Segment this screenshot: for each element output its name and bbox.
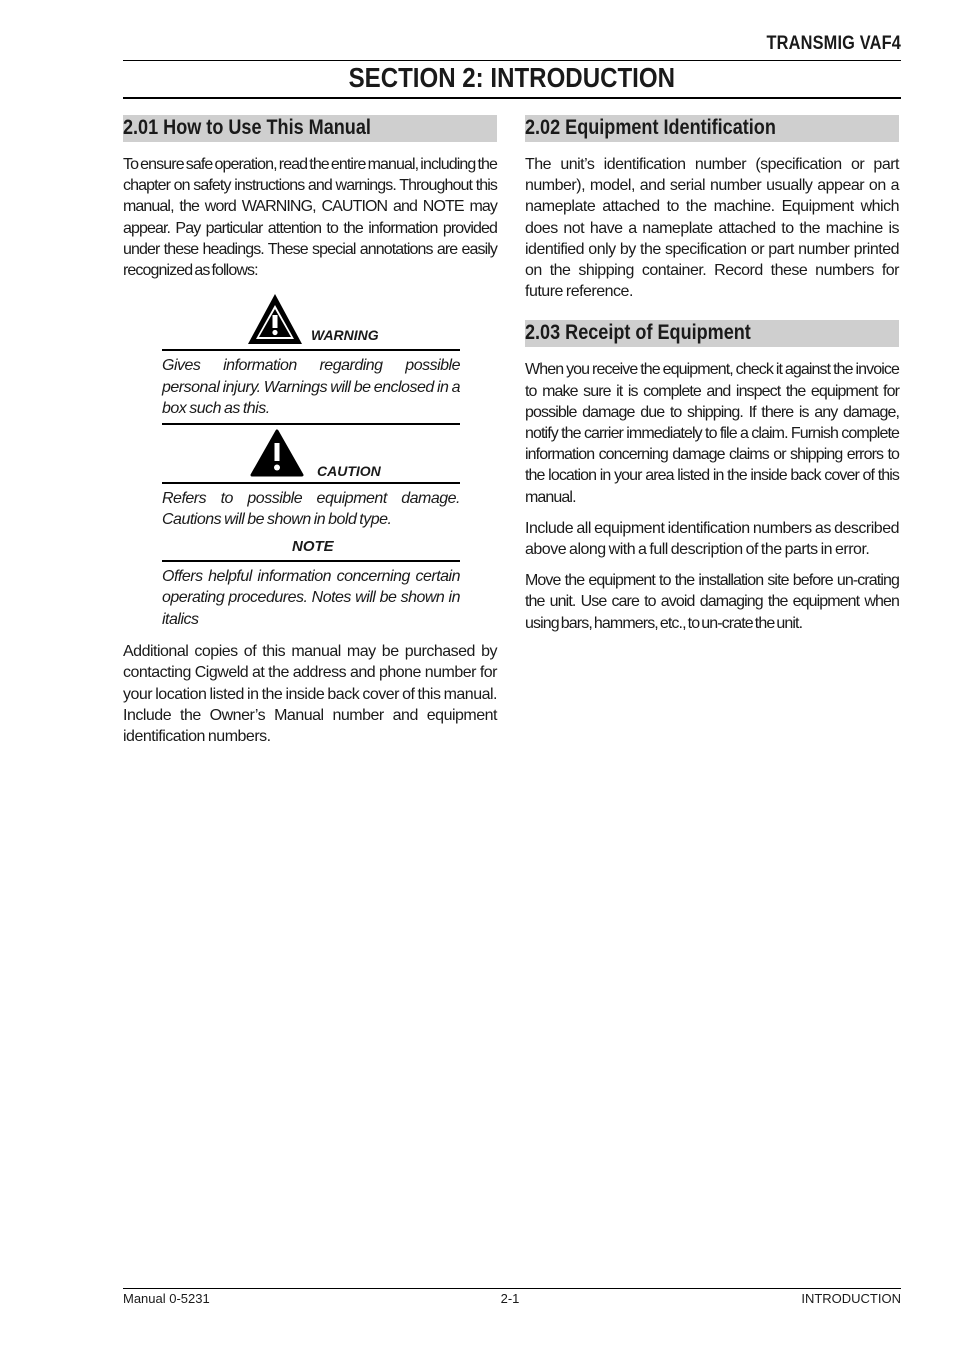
receipt-paragraph-1: When you receive the equipment, check it against the invoice to make sure it is complete and inspect the equipment for possible damage due to shipping. If there is any damage, notify the carrier immediately to file a claim. Furnish complete information concerning damage claims or shipping errors to the location in your area listed in the inside back cover of this manual. [525,361,899,506]
caution-triangle-icon [250,429,304,477]
section-heading-2-01 [123,115,497,142]
caution-notice [162,425,460,534]
section-title-text: SECTION 2: INTRODUCTION [348,62,676,93]
note-text: Offers helpful information concerning certain operating procedures. Notes will be shown in italics [162,567,460,628]
outro-paragraph: Additional copies of this manual may be purchased by contacting Cigweld at the address and phone number for your location listed in the inside back cover of this manual. Include the Owner’s Manual number and equipment identification numbers. [123,643,497,746]
caution-label: CAUTION [317,462,381,479]
intro-paragraph: To ensure safe operation, read the entire manual, including the chapter on safety instructions and warnings. Throughout this manual, the word WARNING, CAUTION and NOTE may appear. Pay particular attention to the information provided under these headings. These special annotations are easily recognized as follows: [123,156,497,280]
right-column [525,115,899,644]
caution-text: Refers to possible equipment damage. Cautions will be shown in bold type. [162,489,460,529]
section-heading-2-02 [525,115,899,142]
footer-page-number: 2-1 [500,1291,520,1306]
heading-text: 2.03 Receipt of Equipment [525,321,751,345]
warning-notice [162,291,460,425]
product-name: TRANSMIG VAF4 [766,33,901,54]
warning-text: Gives information regarding possible personal injury. Warnings will be enclosed in a box such as this. [162,357,460,418]
receipt-paragraph-3: Move the equipment to the installation site before un-crating the unit. Use care to avoid damaging the equipment when using bars, hammers, etc., to un-crate the unit. [525,572,899,632]
warning-triangle-icon [246,292,304,346]
identification-paragraph: The unit’s identification number (specification or part number), model, and serial number usually appear on a nameplate attached to the machine. Equipment which does not have a nameplate attached to the machine is identified only by the specification or part number printed on the shipping container. Record these numbers for future reference. [525,156,899,301]
footer-manual-number: Manual 0-5231 [123,1291,210,1306]
heading-text: 2.02 Equipment Identification [525,116,776,139]
footer-section-name: INTRODUCTION [801,1291,901,1306]
note-label: NOTE [292,537,334,555]
receipt-paragraph-2: Include all equipment identification numbers as described above along with a full description of the parts in error. [525,519,899,559]
header-rule [123,60,901,61]
section-heading-2-03 [525,320,899,347]
left-column [123,115,497,757]
footer-rule [123,1288,901,1289]
note-notice [162,534,460,634]
section-title [123,62,901,94]
warning-label: WARNING [311,327,379,344]
title-rule [123,97,901,99]
heading-text: 2.01 How to Use This Manual [123,116,371,139]
